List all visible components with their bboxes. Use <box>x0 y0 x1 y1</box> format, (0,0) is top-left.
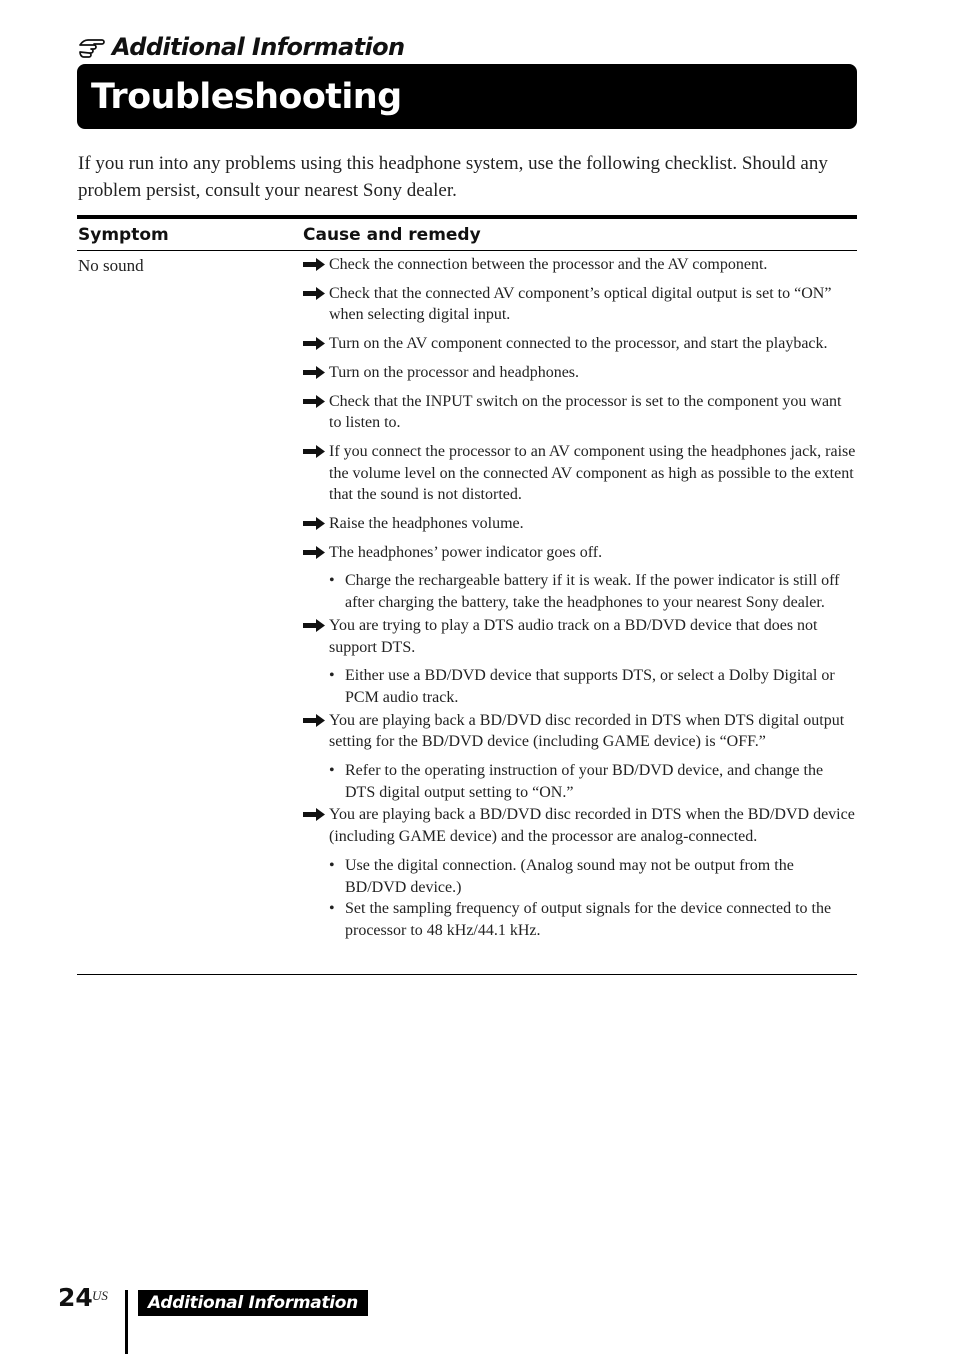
symptom-cell: No sound <box>78 256 144 275</box>
arrow-right-icon <box>303 366 325 379</box>
cause-item <box>303 804 857 847</box>
bullet: • <box>329 856 335 874</box>
section-header <box>78 30 405 64</box>
remedy-item <box>303 855 857 898</box>
arrow-right-icon <box>303 714 325 727</box>
remedy-item <box>303 760 857 803</box>
arrow-right-icon <box>303 546 325 559</box>
cause-item <box>303 615 857 658</box>
bullet: • <box>329 572 335 590</box>
cause-text: Check the connection between the processor and the AV component. <box>329 256 768 273</box>
cause-text: If you connect the processor to an AV component using the headphones jack, raise the volume level on the connected AV component as high as possible to the extent that the sound is not distorted. <box>329 442 856 504</box>
cause-item <box>303 513 857 535</box>
cause-text: Raise the headphones volume. <box>329 515 524 533</box>
page-title-bar <box>77 64 857 129</box>
arrow-right-icon <box>303 445 325 458</box>
header-rule <box>77 250 857 251</box>
cause-item <box>303 441 857 506</box>
remedy-text: Charge the rechargeable battery if it is weak. If the power indicator is still off after charging the battery, take the headphones to your nearest Sony dealer. <box>345 572 840 612</box>
arrow-right-icon <box>303 395 325 408</box>
arrow-right-icon <box>303 619 325 632</box>
cause-item <box>303 362 857 384</box>
cause-item <box>303 283 857 326</box>
cause-text: The headphones’ power indicator goes off. <box>329 543 603 561</box>
bullet: • <box>329 900 335 918</box>
cause-text: You are playing back a BD/DVD disc recorded in DTS when DTS digital output setting for the BD/DVD device (including GAME device) is “OFF.” <box>329 711 845 751</box>
remedy-item <box>303 898 857 941</box>
remedy-text: Set the sampling frequency of output signals for the device connected to the processor to 48 kHz/44.1 kHz. <box>345 900 832 939</box>
page-number: 24 <box>58 1283 93 1312</box>
cause-item <box>303 391 857 434</box>
footer-divider <box>125 1290 128 1354</box>
table-top-rule <box>77 215 857 219</box>
page-title: Troubleshooting <box>91 76 402 117</box>
bullet: • <box>329 667 335 685</box>
cause-item <box>303 254 857 276</box>
cause-text: Check that the INPUT switch on the processor is set to the component you want to listen to. <box>329 392 842 432</box>
cause-column-header: Cause and remedy <box>303 225 481 245</box>
arrow-right-icon <box>303 258 325 271</box>
pointing-hand-icon <box>78 36 106 58</box>
symptom-column-header: Symptom <box>78 225 169 245</box>
arrow-right-icon <box>303 287 325 300</box>
arrow-right-icon <box>303 517 325 530</box>
remedy-item <box>303 665 857 708</box>
section-title: Additional Information <box>112 33 405 61</box>
cause-item <box>303 542 857 564</box>
remedy-text: Refer to the operating instruction of your BD/DVD device, and change the DTS digital output setting to “ON.” <box>345 762 824 801</box>
region-code: US <box>92 1288 108 1303</box>
remedy-item <box>303 570 857 613</box>
remedy-text: Use the digital connection. (Analog sound may not be output from the BD/DVD device.) <box>345 856 794 896</box>
intro-paragraph: If you run into any problems using this headphone system, use the following checklist. Should any problem persist, consult your nearest Sony dealer. <box>78 153 828 201</box>
cause-text: Check that the connected AV component’s optical digital output is set to “ON” when selecting digital input. <box>329 284 832 324</box>
cause-item <box>303 333 857 355</box>
arrow-right-icon <box>303 337 325 350</box>
arrow-right-icon <box>303 808 325 821</box>
table-bottom-rule <box>77 974 857 975</box>
cause-text: Turn on the AV component connected to the processor, and start the playback. <box>329 335 828 353</box>
remedy-text: Either use a BD/DVD device that supports DTS, or select a Dolby Digital or PCM audio track. <box>345 667 835 706</box>
cause-text: Turn on the processor and headphones. <box>329 363 580 381</box>
bullet: • <box>329 762 335 780</box>
cause-item <box>303 710 857 753</box>
cause-text: You are playing back a BD/DVD disc recorded in DTS when the BD/DVD device (including GAME device) and the processor are analog-connected. <box>329 806 855 846</box>
cause-list <box>303 254 857 942</box>
cause-text: You are trying to play a DTS audio track on a BD/DVD device that does not support DTS. <box>329 616 818 656</box>
footer-section-label: Additional Information <box>138 1290 368 1316</box>
